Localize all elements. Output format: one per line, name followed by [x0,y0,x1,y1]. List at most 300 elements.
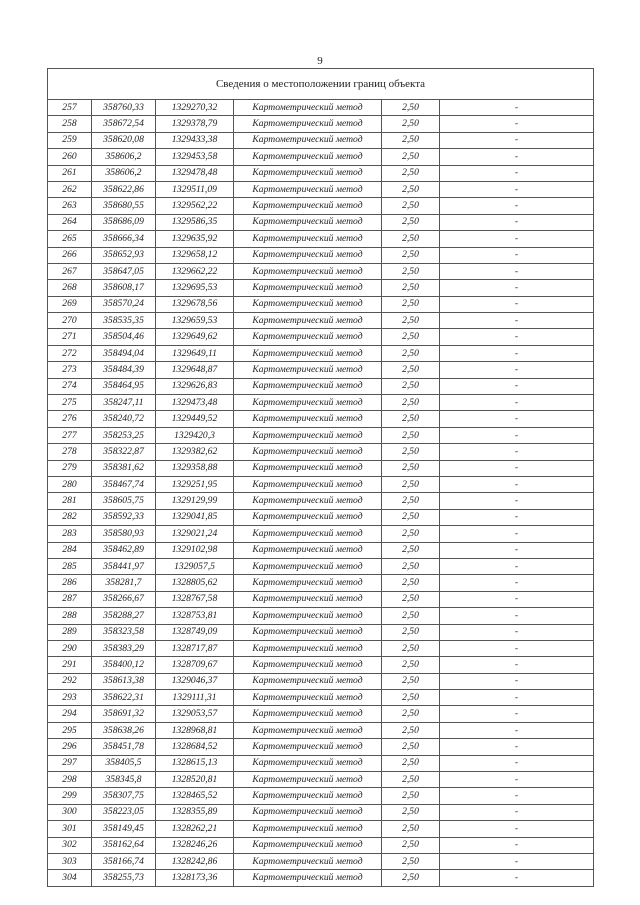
coordinate-y-cell: 1328615,13 [156,755,234,771]
coordinate-y-cell: 1328684,52 [156,739,234,755]
accuracy-cell: 2,50 [382,100,440,116]
accuracy-cell: 2,50 [382,804,440,820]
accuracy-cell: 2,50 [382,427,440,443]
table-row [48,395,594,411]
coordinate-x-cell: 358652,93 [92,247,156,263]
point-number-cell: 267 [48,263,92,279]
method-cell: Картометрический метод [234,673,382,689]
table-title: Сведения о местоположении границ объекта [48,69,594,100]
coordinate-x-cell: 358680,55 [92,198,156,214]
point-number-cell: 276 [48,411,92,427]
point-number-cell: 287 [48,591,92,607]
coordinate-y-cell: 1328520,81 [156,772,234,788]
coordinate-y-cell: 1329662,22 [156,263,234,279]
table-row [48,378,594,394]
point-number-cell: 301 [48,821,92,837]
accuracy-cell: 2,50 [382,542,440,558]
method-cell: Картометрический метод [234,509,382,525]
method-cell: Картометрический метод [234,870,382,886]
coordinate-x-cell: 358255,73 [92,870,156,886]
accuracy-cell: 2,50 [382,460,440,476]
accuracy-cell: 2,50 [382,132,440,148]
coordinate-x-cell: 358400,12 [92,657,156,673]
coordinate-y-cell: 1329358,88 [156,460,234,476]
description-cell: - [440,706,594,722]
coordinate-x-cell: 358605,75 [92,493,156,509]
method-cell: Картометрический метод [234,116,382,132]
point-number-cell: 282 [48,509,92,525]
table-row [48,263,594,279]
description-cell: - [440,313,594,329]
accuracy-cell: 2,50 [382,231,440,247]
description-cell: - [440,296,594,312]
point-number-cell: 304 [48,870,92,886]
description-cell: - [440,329,594,345]
method-cell: Картометрический метод [234,296,382,312]
coordinate-x-cell: 358323,58 [92,624,156,640]
description-cell: - [440,198,594,214]
accuracy-cell: 2,50 [382,624,440,640]
coordinate-y-cell: 1329102,98 [156,542,234,558]
description-cell: - [440,149,594,165]
point-number-cell: 293 [48,690,92,706]
table-row [48,198,594,214]
point-number-cell: 271 [48,329,92,345]
method-cell: Картометрический метод [234,624,382,640]
description-cell: - [440,608,594,624]
point-number-cell: 284 [48,542,92,558]
method-cell: Картометрический метод [234,608,382,624]
method-cell: Картометрический метод [234,722,382,738]
description-cell: - [440,755,594,771]
coordinate-x-cell: 358322,87 [92,444,156,460]
point-number-cell: 268 [48,280,92,296]
table-row [48,755,594,771]
coordinate-x-cell: 358592,33 [92,509,156,525]
coordinate-y-cell: 1329695,53 [156,280,234,296]
point-number-cell: 274 [48,378,92,394]
description-cell: - [440,772,594,788]
point-number-cell: 263 [48,198,92,214]
table-row [48,280,594,296]
coordinate-y-cell: 1328749,09 [156,624,234,640]
coordinate-x-cell: 358535,35 [92,313,156,329]
coordinate-x-cell: 358441,97 [92,558,156,574]
description-cell: - [440,640,594,656]
table-row [48,804,594,820]
method-cell: Картометрический метод [234,280,382,296]
method-cell: Картометрический метод [234,411,382,427]
description-cell: - [440,870,594,886]
coordinate-x-cell: 358383,29 [92,640,156,656]
point-number-cell: 286 [48,575,92,591]
coordinate-y-cell: 1328753,81 [156,608,234,624]
table-row [48,542,594,558]
method-cell: Картометрический метод [234,706,382,722]
accuracy-cell: 2,50 [382,313,440,329]
method-cell: Картометрический метод [234,804,382,820]
coordinate-y-cell: 1329111,31 [156,690,234,706]
point-number-cell: 260 [48,149,92,165]
description-cell: - [440,132,594,148]
accuracy-cell: 2,50 [382,165,440,181]
coordinate-y-cell: 1329562,22 [156,198,234,214]
method-cell: Картометрический метод [234,558,382,574]
table-row [48,427,594,443]
coordinate-y-cell: 1329626,83 [156,378,234,394]
point-number-cell: 264 [48,214,92,230]
description-cell: - [440,100,594,116]
accuracy-cell: 2,50 [382,149,440,165]
description-cell: - [440,804,594,820]
accuracy-cell: 2,50 [382,608,440,624]
coordinate-x-cell: 358672,54 [92,116,156,132]
method-cell: Картометрический метод [234,772,382,788]
description-cell: - [440,558,594,574]
point-number-cell: 298 [48,772,92,788]
coordinate-y-cell: 1329046,37 [156,673,234,689]
point-number-cell: 278 [48,444,92,460]
table-row [48,132,594,148]
method-cell: Картометрический метод [234,837,382,853]
coordinate-x-cell: 358307,75 [92,788,156,804]
table-row [48,362,594,378]
table-row [48,444,594,460]
coordinate-y-cell: 1329251,95 [156,476,234,492]
description-cell: - [440,575,594,591]
coordinate-x-cell: 358149,45 [92,821,156,837]
description-cell: - [440,427,594,443]
accuracy-cell: 2,50 [382,362,440,378]
description-cell: - [440,362,594,378]
coordinate-x-cell: 358620,08 [92,132,156,148]
accuracy-cell: 2,50 [382,640,440,656]
coordinate-y-cell: 1328767,58 [156,591,234,607]
table-row [48,247,594,263]
point-number-cell: 257 [48,100,92,116]
page-number: 9 [317,55,323,67]
coordinate-x-cell: 358281,7 [92,575,156,591]
point-number-cell: 299 [48,788,92,804]
table-row [48,657,594,673]
table-row [48,149,594,165]
point-number-cell: 285 [48,558,92,574]
accuracy-cell: 2,50 [382,772,440,788]
description-cell: - [440,181,594,197]
description-cell: - [440,837,594,853]
coordinate-y-cell: 1328805,62 [156,575,234,591]
coordinate-y-cell: 1329649,11 [156,345,234,361]
table-row [48,100,594,116]
table-row [48,558,594,574]
accuracy-cell: 2,50 [382,690,440,706]
coordinate-x-cell: 358647,05 [92,263,156,279]
coordinate-x-cell: 358166,74 [92,853,156,869]
method-cell: Картометрический метод [234,853,382,869]
accuracy-cell: 2,50 [382,526,440,542]
point-number-cell: 303 [48,853,92,869]
description-cell: - [440,509,594,525]
coordinate-x-cell: 358345,8 [92,772,156,788]
coordinate-x-cell: 358240,72 [92,411,156,427]
point-number-cell: 281 [48,493,92,509]
point-number-cell: 266 [48,247,92,263]
method-cell: Картометрический метод [234,378,382,394]
table-row [48,788,594,804]
method-cell: Картометрический метод [234,198,382,214]
description-cell: - [440,542,594,558]
point-number-cell: 297 [48,755,92,771]
method-cell: Картометрический метод [234,100,382,116]
coordinate-y-cell: 1329649,62 [156,329,234,345]
table-row [48,821,594,837]
coordinate-x-cell: 358760,33 [92,100,156,116]
coordinate-y-cell: 1329021,24 [156,526,234,542]
point-number-cell: 275 [48,395,92,411]
coordinate-x-cell: 358613,38 [92,673,156,689]
method-cell: Картометрический метод [234,526,382,542]
description-cell: - [440,739,594,755]
table-row [48,673,594,689]
coordinate-y-cell: 1329129,99 [156,493,234,509]
table-row [48,706,594,722]
point-number-cell: 259 [48,132,92,148]
method-cell: Картометрический метод [234,476,382,492]
table-row [48,772,594,788]
accuracy-cell: 2,50 [382,411,440,427]
coordinate-x-cell: 358162,64 [92,837,156,853]
table-row [48,313,594,329]
table-row [48,411,594,427]
point-number-cell: 300 [48,804,92,820]
table-row [48,526,594,542]
table-row [48,575,594,591]
accuracy-cell: 2,50 [382,722,440,738]
coordinate-y-cell: 1329057,5 [156,558,234,574]
coordinate-y-cell: 1328717,87 [156,640,234,656]
boundary-coordinates-table [47,68,594,887]
description-cell: - [440,444,594,460]
accuracy-cell: 2,50 [382,755,440,771]
coordinate-y-cell: 1329658,12 [156,247,234,263]
table-row [48,722,594,738]
accuracy-cell: 2,50 [382,444,440,460]
accuracy-cell: 2,50 [382,395,440,411]
coordinate-x-cell: 358247,11 [92,395,156,411]
coordinate-x-cell: 358253,25 [92,427,156,443]
description-cell: - [440,526,594,542]
table-row [48,214,594,230]
method-cell: Картометрический метод [234,460,382,476]
description-cell: - [440,722,594,738]
method-cell: Картометрический метод [234,444,382,460]
point-number-cell: 279 [48,460,92,476]
accuracy-cell: 2,50 [382,263,440,279]
method-cell: Картометрический метод [234,395,382,411]
method-cell: Картометрический метод [234,165,382,181]
coordinate-y-cell: 1329382,62 [156,444,234,460]
table-row [48,231,594,247]
table-row [48,837,594,853]
coordinate-y-cell: 1329433,38 [156,132,234,148]
description-cell: - [440,624,594,640]
table-row [48,509,594,525]
coordinate-x-cell: 358464,95 [92,378,156,394]
table-row [48,476,594,492]
accuracy-cell: 2,50 [382,116,440,132]
accuracy-cell: 2,50 [382,837,440,853]
accuracy-cell: 2,50 [382,788,440,804]
coordinate-y-cell: 1329378,79 [156,116,234,132]
description-cell: - [440,214,594,230]
method-cell: Картометрический метод [234,263,382,279]
table-row [48,345,594,361]
coordinate-y-cell: 1329478,48 [156,165,234,181]
point-number-cell: 265 [48,231,92,247]
coordinate-y-cell: 1329648,87 [156,362,234,378]
point-number-cell: 296 [48,739,92,755]
coordinate-x-cell: 358462,89 [92,542,156,558]
coordinate-x-cell: 358381,62 [92,460,156,476]
coordinate-x-cell: 358580,93 [92,526,156,542]
description-cell: - [440,378,594,394]
method-cell: Картометрический метод [234,214,382,230]
coordinate-x-cell: 358570,24 [92,296,156,312]
description-cell: - [440,116,594,132]
coordinate-y-cell: 1328242,86 [156,853,234,869]
coordinate-x-cell: 358484,39 [92,362,156,378]
method-cell: Картометрический метод [234,755,382,771]
accuracy-cell: 2,50 [382,509,440,525]
accuracy-cell: 2,50 [382,558,440,574]
accuracy-cell: 2,50 [382,181,440,197]
accuracy-cell: 2,50 [382,214,440,230]
description-cell: - [440,165,594,181]
accuracy-cell: 2,50 [382,673,440,689]
coordinate-y-cell: 1328355,89 [156,804,234,820]
description-cell: - [440,411,594,427]
coordinate-y-cell: 1328465,52 [156,788,234,804]
accuracy-cell: 2,50 [382,198,440,214]
description-cell: - [440,821,594,837]
coordinate-x-cell: 358467,74 [92,476,156,492]
coordinate-x-cell: 358608,17 [92,280,156,296]
description-cell: - [440,690,594,706]
point-number-cell: 283 [48,526,92,542]
method-cell: Картометрический метод [234,247,382,263]
accuracy-cell: 2,50 [382,739,440,755]
description-cell: - [440,247,594,263]
coordinate-x-cell: 358686,09 [92,214,156,230]
method-cell: Картометрический метод [234,362,382,378]
coordinate-x-cell: 358223,05 [92,804,156,820]
accuracy-cell: 2,50 [382,280,440,296]
table-row [48,870,594,886]
coordinate-y-cell: 1329449,52 [156,411,234,427]
table-row [48,739,594,755]
coordinate-y-cell: 1328246,26 [156,837,234,853]
point-number-cell: 273 [48,362,92,378]
coordinate-x-cell: 358666,34 [92,231,156,247]
coordinate-x-cell: 358494,04 [92,345,156,361]
point-number-cell: 290 [48,640,92,656]
table-row [48,640,594,656]
table-row [48,296,594,312]
coordinate-y-cell: 1329270,32 [156,100,234,116]
table-row [48,624,594,640]
accuracy-cell: 2,50 [382,657,440,673]
accuracy-cell: 2,50 [382,591,440,607]
method-cell: Картометрический метод [234,788,382,804]
method-cell: Картометрический метод [234,591,382,607]
coordinate-y-cell: 1328173,36 [156,870,234,886]
method-cell: Картометрический метод [234,181,382,197]
method-cell: Картометрический метод [234,427,382,443]
method-cell: Картометрический метод [234,821,382,837]
table-row [48,591,594,607]
method-cell: Картометрический метод [234,313,382,329]
coordinate-x-cell: 358622,86 [92,181,156,197]
description-cell: - [440,493,594,509]
accuracy-cell: 2,50 [382,329,440,345]
method-cell: Картометрический метод [234,575,382,591]
table-row [48,853,594,869]
coordinate-x-cell: 358606,2 [92,149,156,165]
coordinate-y-cell: 1328709,67 [156,657,234,673]
coordinate-x-cell: 358405,5 [92,755,156,771]
description-cell: - [440,460,594,476]
accuracy-cell: 2,50 [382,821,440,837]
accuracy-cell: 2,50 [382,247,440,263]
accuracy-cell: 2,50 [382,706,440,722]
coordinate-x-cell: 358622,31 [92,690,156,706]
accuracy-cell: 2,50 [382,870,440,886]
point-number-cell: 280 [48,476,92,492]
coordinate-x-cell: 358691,32 [92,706,156,722]
point-number-cell: 277 [48,427,92,443]
description-cell: - [440,395,594,411]
method-cell: Картометрический метод [234,657,382,673]
table-row [48,493,594,509]
table-row [48,181,594,197]
method-cell: Картометрический метод [234,690,382,706]
method-cell: Картометрический метод [234,493,382,509]
point-number-cell: 294 [48,706,92,722]
accuracy-cell: 2,50 [382,493,440,509]
table-row [48,608,594,624]
description-cell: - [440,853,594,869]
coordinate-y-cell: 1329511,09 [156,181,234,197]
method-cell: Картометрический метод [234,231,382,247]
coordinate-y-cell: 1329041,85 [156,509,234,525]
point-number-cell: 258 [48,116,92,132]
point-number-cell: 261 [48,165,92,181]
accuracy-cell: 2,50 [382,575,440,591]
table-row [48,116,594,132]
method-cell: Картометрический метод [234,542,382,558]
method-cell: Картометрический метод [234,739,382,755]
accuracy-cell: 2,50 [382,345,440,361]
table-row [48,165,594,181]
coordinate-y-cell: 1329420,3 [156,427,234,443]
coordinate-y-cell: 1329453,58 [156,149,234,165]
description-cell: - [440,280,594,296]
coordinate-y-cell: 1329678,56 [156,296,234,312]
table-row [48,329,594,345]
description-cell: - [440,476,594,492]
coordinate-y-cell: 1328968,81 [156,722,234,738]
description-cell: - [440,673,594,689]
